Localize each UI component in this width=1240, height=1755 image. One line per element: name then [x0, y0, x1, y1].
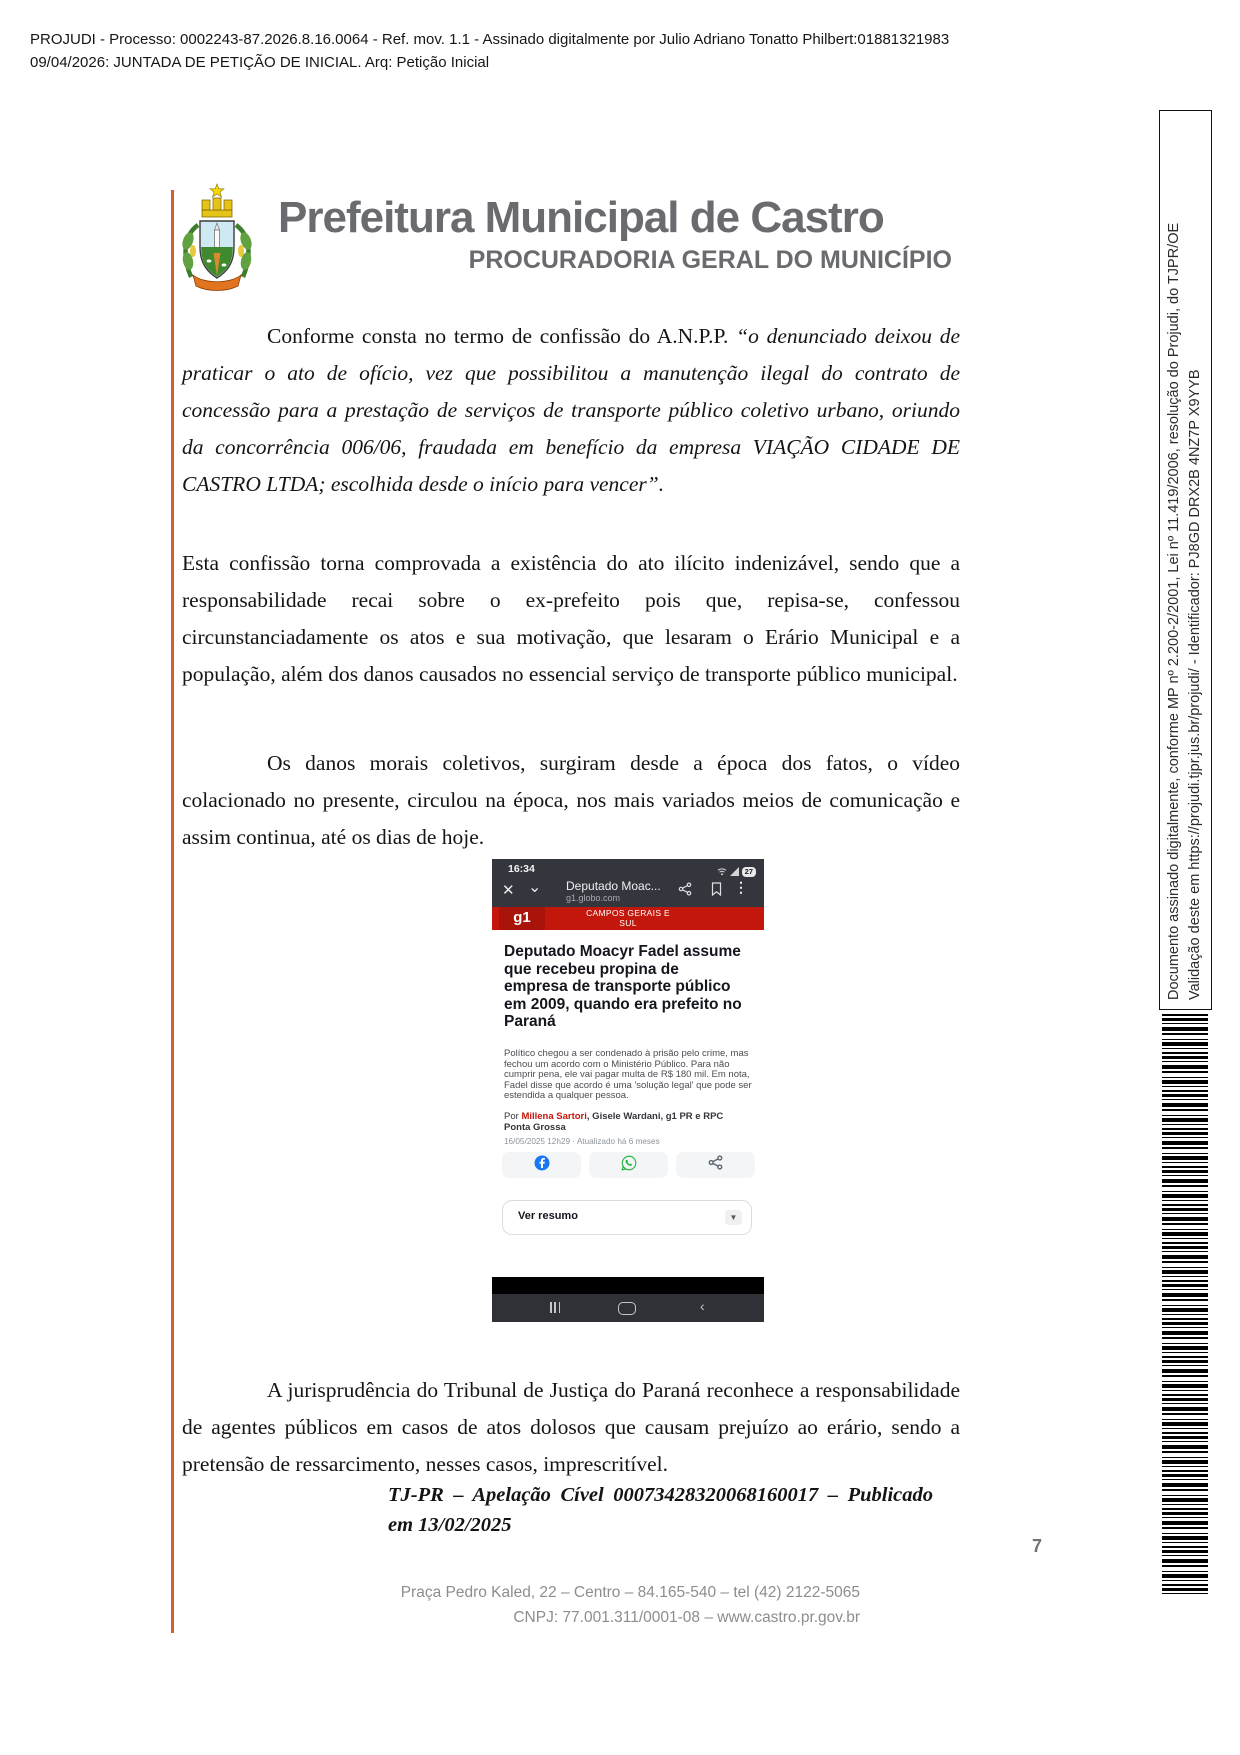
body-paragraph-4: A jurisprudência do Tribunal de Justiça do Paraná reconhece a responsabilidade de agentes públicos em casos de atos dolosos que causam prejuízo ao erário, sendo a pretensão de ressarcimento, nesses casos, imprescritível. [182, 1378, 960, 1476]
article-headline: Deputado Moacyr Fadel assume que recebeu propina de empresa de transporte público em 2009, quando era prefeito no Paraná [504, 943, 742, 1030]
paragraph-1-lead: Conforme consta no termo de confissão do A.N.P.P. [267, 324, 737, 348]
caret-down-icon: ▼ [725, 1210, 742, 1225]
barcode [1162, 1014, 1208, 1594]
accent-rule [171, 190, 174, 1633]
article-share-row [502, 1152, 755, 1178]
body-paragraph-3: Os danos morais coletivos, surgiram desde a época dos fatos, o vídeo colacionado no presente, circulou na época, nos mais variados meios de comunicação e assim continua, até os dias de hoje. [182, 751, 960, 849]
browser-tab-url: g1.globo.com [566, 893, 621, 903]
wifi-icon [717, 863, 727, 881]
footer-address [300, 1580, 860, 1630]
phone-status-browser-bar [492, 859, 764, 907]
facebook-share-button [502, 1152, 581, 1178]
article-dateline: 16/05/2025 12h29 · Atualizado há 6 meses [504, 1137, 660, 1146]
share-nodes-icon [708, 1155, 723, 1175]
letterhead-title: Prefeitura Municipal de Castro [278, 193, 884, 242]
battery-level-badge: 27 [742, 867, 756, 877]
projudi-header-line-2: 09/04/2026: JUNTADA DE PETIÇÃO DE INICIAL. Arq: Petição Inicial [30, 54, 490, 71]
browser-tab-info [566, 879, 676, 903]
home-icon [618, 1302, 636, 1315]
byline-others: , Gisele Wardani, g1 PR e RPC Ponta Grossa [504, 1111, 724, 1133]
article-byline [504, 1111, 752, 1133]
back-icon: ‹ [700, 1298, 705, 1314]
android-nav-bar [492, 1294, 764, 1322]
page-number: 7 [1032, 1536, 1043, 1556]
signature-validation-text [1161, 114, 1211, 1008]
byline-prefix: Por [504, 1111, 522, 1122]
ver-resumo-button [502, 1200, 752, 1235]
article-subtitle: Político chegou a ser condenado à prisão pelo crime, mas fechou um acordo com o Ministério Público. Para não cumprir pena, ele vai pagar multa de R$ 180 mil. Em nota, Fadel disse que acordo é uma 'solução legal' que pode ser estendida a qualquer pessoa. [504, 1048, 752, 1102]
embedded-news-screenshot [492, 859, 764, 1322]
bookmark-icon [711, 882, 722, 901]
signature-line-1: Documento assinado digitalmente, conforme MP nº 2.200-2/2001, Lei nº 11.419/2006, resolução do Projudi, do TJPR/OE [1166, 222, 1182, 1000]
recents-icon [550, 1302, 560, 1313]
section-label: CAMPOS GERAIS E SUL [586, 908, 670, 928]
whatsapp-icon [621, 1155, 637, 1176]
g1-logo: g1 [499, 907, 545, 930]
facebook-icon [534, 1155, 550, 1176]
body-paragraph-1 [182, 318, 960, 503]
share-icon [678, 882, 692, 901]
ver-resumo-label: Ver resumo [518, 1210, 578, 1222]
footer-line-2: CNPJ: 77.001.311/0001-08 – www.castro.pr.gov.br [513, 1609, 860, 1626]
paragraph-1-quote: “o denunciado deixou de praticar o ato de ofício, vez que possibilitou a manutenção ilegal do contrato de concessão para a prestação de serviços de transporte público coletivo urbano, oriundo da concorrência 006/06, fraudada em benefício da empresa VIAÇÃO CIDADE DE CASTRO LTDA; escolhida desde o início para vencer”. [182, 324, 961, 496]
whatsapp-share-button [589, 1152, 668, 1178]
letterhead [278, 192, 952, 275]
browser-tab-title: Deputado Moac... [566, 879, 661, 893]
more-share-button [676, 1152, 755, 1178]
body-paragraph-2: Esta confissão torna comprovada a existência do ato ilícito indenizável, sendo que a responsabilidade recai sobre o ex-prefeito pois que, repisa-se, confessou circunstanciadamente os atos e sua motivação, que lesaram o Erário Municipal e a população, além dos danos causados no essencial serviço de transporte público municipal. [182, 551, 960, 686]
projudi-header-line-1: PROJUDI - Processo: 0002243-87.2026.8.16.0064 - Ref. mov. 1.1 - Assinado digitalmente por Julio Adriano Tonatto Philbert:01881321983 [30, 31, 950, 48]
chevron-down-icon: ⌄ [528, 879, 542, 896]
footer-line-1: Praça Pedro Kaled, 22 – Centro – 84.165-540 – tel (42) 2122-5065 [400, 1584, 860, 1601]
phone-clock: 16:34 [508, 863, 535, 875]
kebab-menu-icon: ⋮ [734, 879, 748, 895]
byline-author: Millena Sartori [521, 1111, 587, 1122]
letterhead-subtitle: PROCURADORIA GERAL DO MUNICÍPIO [468, 246, 952, 274]
projudi-header [30, 28, 1030, 74]
media-strip [492, 1277, 764, 1294]
case-citation: TJ-PR – Apelação Cível 00073428320068160017 – Publicado em 13/02/2025 [388, 1484, 933, 1536]
castro-coat-of-arms-logo [176, 183, 258, 293]
close-icon: ✕ [502, 882, 515, 899]
g1-section-banner [492, 907, 764, 930]
signature-line-2: Validação deste em https://projudi.tjpr.jus.br/projudi/ - Identificador: PJ8GD DRX2B 4NZ7P X9YYB [1187, 369, 1203, 1000]
